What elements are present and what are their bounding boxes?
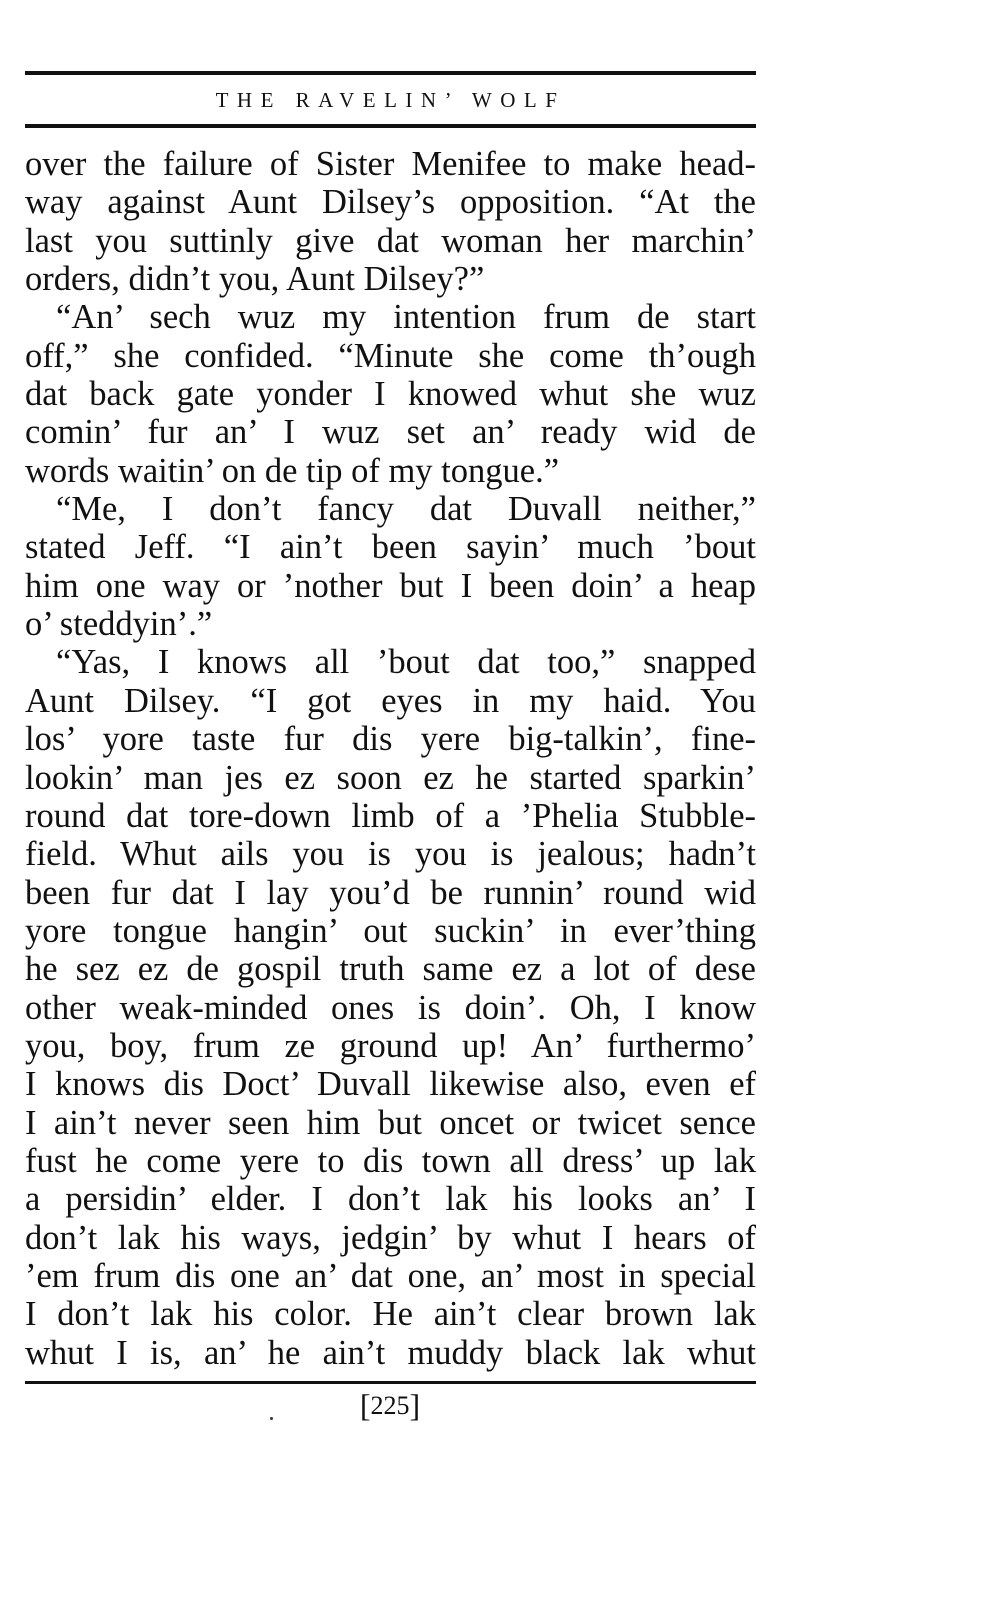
print-speck	[270, 1417, 273, 1420]
text-line: over the failure of Sister Menifee to make head-	[25, 145, 756, 183]
body-text	[25, 145, 756, 1372]
page-number-value: 225	[370, 1391, 410, 1420]
running-head: THE RAVELIN’ WOLF	[215, 88, 566, 112]
text-line: comin’ fur an’ I wuz set an’ ready wid de	[25, 413, 756, 452]
text-line: been fur dat I lay you’d be runnin’ round wid	[25, 873, 756, 912]
text-line: lookin’ man jes ez soon ez he started sparkin’	[25, 758, 756, 797]
text-line: stated Jeff. “I ain’t been sayin’ much ’bout	[25, 528, 756, 567]
text-line: don’t lak his ways, jedgin’ by whut I hears of	[25, 1218, 756, 1257]
text-line: a persidin’ elder. I don’t lak his looks an’ I	[25, 1180, 756, 1219]
text-line: whut I is, an’ he ain’t muddy black lak whut	[25, 1333, 756, 1372]
text-line: other weak-minded ones is doin’. Oh, I know	[25, 988, 756, 1027]
text-line: last you suttinly give dat woman her marchin’	[25, 221, 756, 260]
text-line: he sez ez de gospil truth same ez a lot of dese	[25, 950, 756, 989]
text-line: I knows dis Doct’ Duvall likewise also, even ef	[25, 1065, 756, 1104]
text-line: round dat tore-down limb of a ’Phelia Stubble-	[25, 796, 756, 835]
text-line: him one way or ’nother but I been doin’ a heap	[25, 566, 756, 605]
text-line: words waitin’ on de tip of my tongue.”	[25, 451, 560, 490]
footer-rule	[25, 1381, 756, 1384]
page-number-close-bracket: ]	[409, 1387, 421, 1423]
text-line: ’em frum dis one an’ dat one, an’ most in special	[25, 1256, 756, 1295]
text-line: “Me, I don’t fancy dat Duvall neither,”	[56, 490, 756, 529]
text-line: dat back gate yonder I knowed whut she wuz	[25, 375, 756, 414]
text-line: orders, didn’t you, Aunt Dilsey?”	[25, 260, 485, 299]
text-line: “Yas, I knows all ’bout dat too,” snapped	[56, 643, 756, 682]
text-line: I ain’t never seen him but oncet or twicet sence	[25, 1103, 756, 1142]
text-line: “An’ sech wuz my intention frum de start	[56, 298, 756, 337]
page-number-open-bracket: [	[359, 1387, 371, 1423]
text-line: off,” she confided. “Minute she come th’ough	[25, 336, 756, 375]
text-line: los’ yore taste fur dis yere big-talkin’, fine-	[25, 720, 756, 759]
header-rule-bottom	[25, 124, 756, 128]
text-line: yore tongue hangin’ out suckin’ in ever’thing	[25, 911, 756, 950]
text-line: way against Aunt Dilsey’s opposition. “At the	[25, 183, 756, 222]
text-line: Aunt Dilsey. “I got eyes in my haid. You	[25, 681, 756, 720]
page-number	[320, 1387, 460, 1424]
text-line: field. Whut ails you is you is jealous; hadn’t	[25, 835, 756, 874]
text-line: fust he come yere to dis town all dress’ up lak	[25, 1141, 756, 1180]
text-line: I don’t lak his color. He ain’t clear brown lak	[25, 1295, 756, 1334]
text-line: o’ steddyin’.”	[25, 605, 213, 644]
header-rule-top	[25, 71, 756, 75]
text-line: you, boy, frum ze ground up! An’ furthermo’	[25, 1026, 756, 1065]
